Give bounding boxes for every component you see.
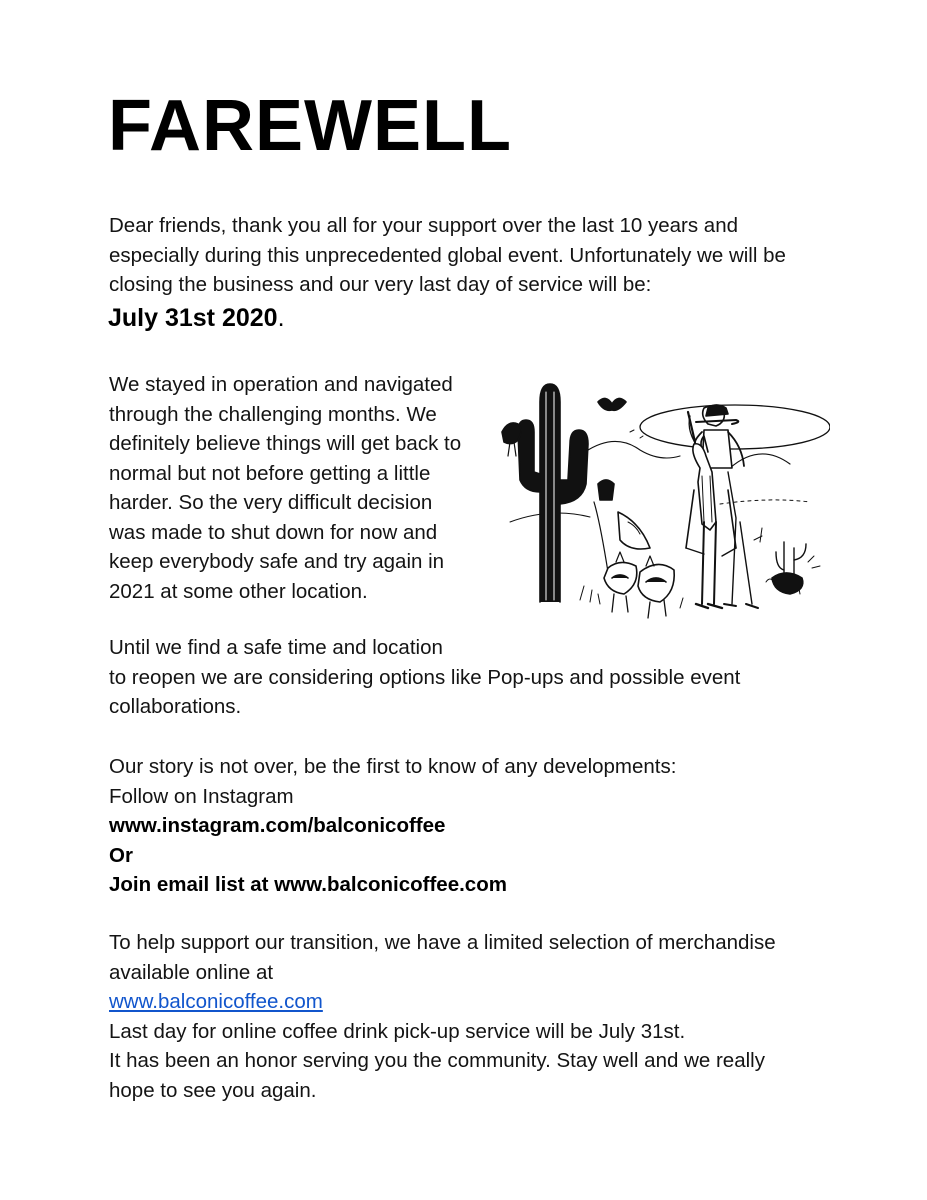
instagram-url: www.instagram.com/balconicoffee [109, 814, 446, 837]
support-line: Last day for online coffee drink pick-up service will be July 31st. [109, 1019, 686, 1043]
or-text: Or [109, 843, 133, 867]
story-line: through the challenging months. We [109, 402, 437, 426]
support-line-with-link [109, 958, 776, 1017]
support-line: To help support our transition, we have a limited selection of merchandise [109, 931, 776, 954]
reopen-line: to reopen we are considering options like Pop-ups and possible event [109, 665, 741, 689]
intro-paragraph [109, 211, 829, 300]
story-line: definitely believe things will get back to [109, 432, 462, 455]
story-line: keep everybody safe and try again in [109, 550, 445, 573]
story-line: 2021 at some other location. [109, 579, 368, 603]
story-line: We stayed in operation and navigated [109, 373, 453, 396]
cowboy-desert-sketch-illustration [490, 372, 830, 634]
intro-line: especially during this unprecedented global event. Unfortunately we will be [109, 243, 786, 267]
support-line: It has been an honor serving you the community. Stay well and we really [109, 1049, 765, 1072]
story-paragraph [109, 370, 461, 606]
support-link-prefix: available online at [109, 960, 274, 984]
last-day-period: . [277, 304, 285, 332]
support-paragraph [109, 928, 776, 1105]
website-link[interactable]: www.balconicoffee.com [109, 990, 323, 1013]
follow-instagram-label: Follow on Instagram [109, 784, 294, 808]
page-title: FAREWELL [108, 86, 512, 166]
intro-line: closing the business and our very last day of service will be: [109, 273, 652, 296]
story-line: harder. So the very difficult decision [109, 491, 433, 514]
reopen-line: collaborations. [109, 695, 242, 718]
story-line: normal but not before getting a little [109, 461, 431, 485]
intro-line: Dear friends, thank you all for your support over the last 10 years and [109, 214, 739, 237]
story-line: was made to shut down for now and [109, 520, 438, 544]
email-list-text: Join email list at www.balconicoffee.com [109, 873, 507, 896]
last-day-date [108, 300, 285, 336]
last-day-text: July 31st 2020 [108, 304, 278, 332]
follow-intro: Our story is not over, be the first to know of any developments: [109, 755, 677, 778]
reopen-line: Until we find a safe time and location [109, 636, 443, 659]
follow-section [109, 752, 676, 900]
support-line: hope to see you again. [109, 1078, 317, 1102]
reopen-paragraph [109, 633, 740, 722]
